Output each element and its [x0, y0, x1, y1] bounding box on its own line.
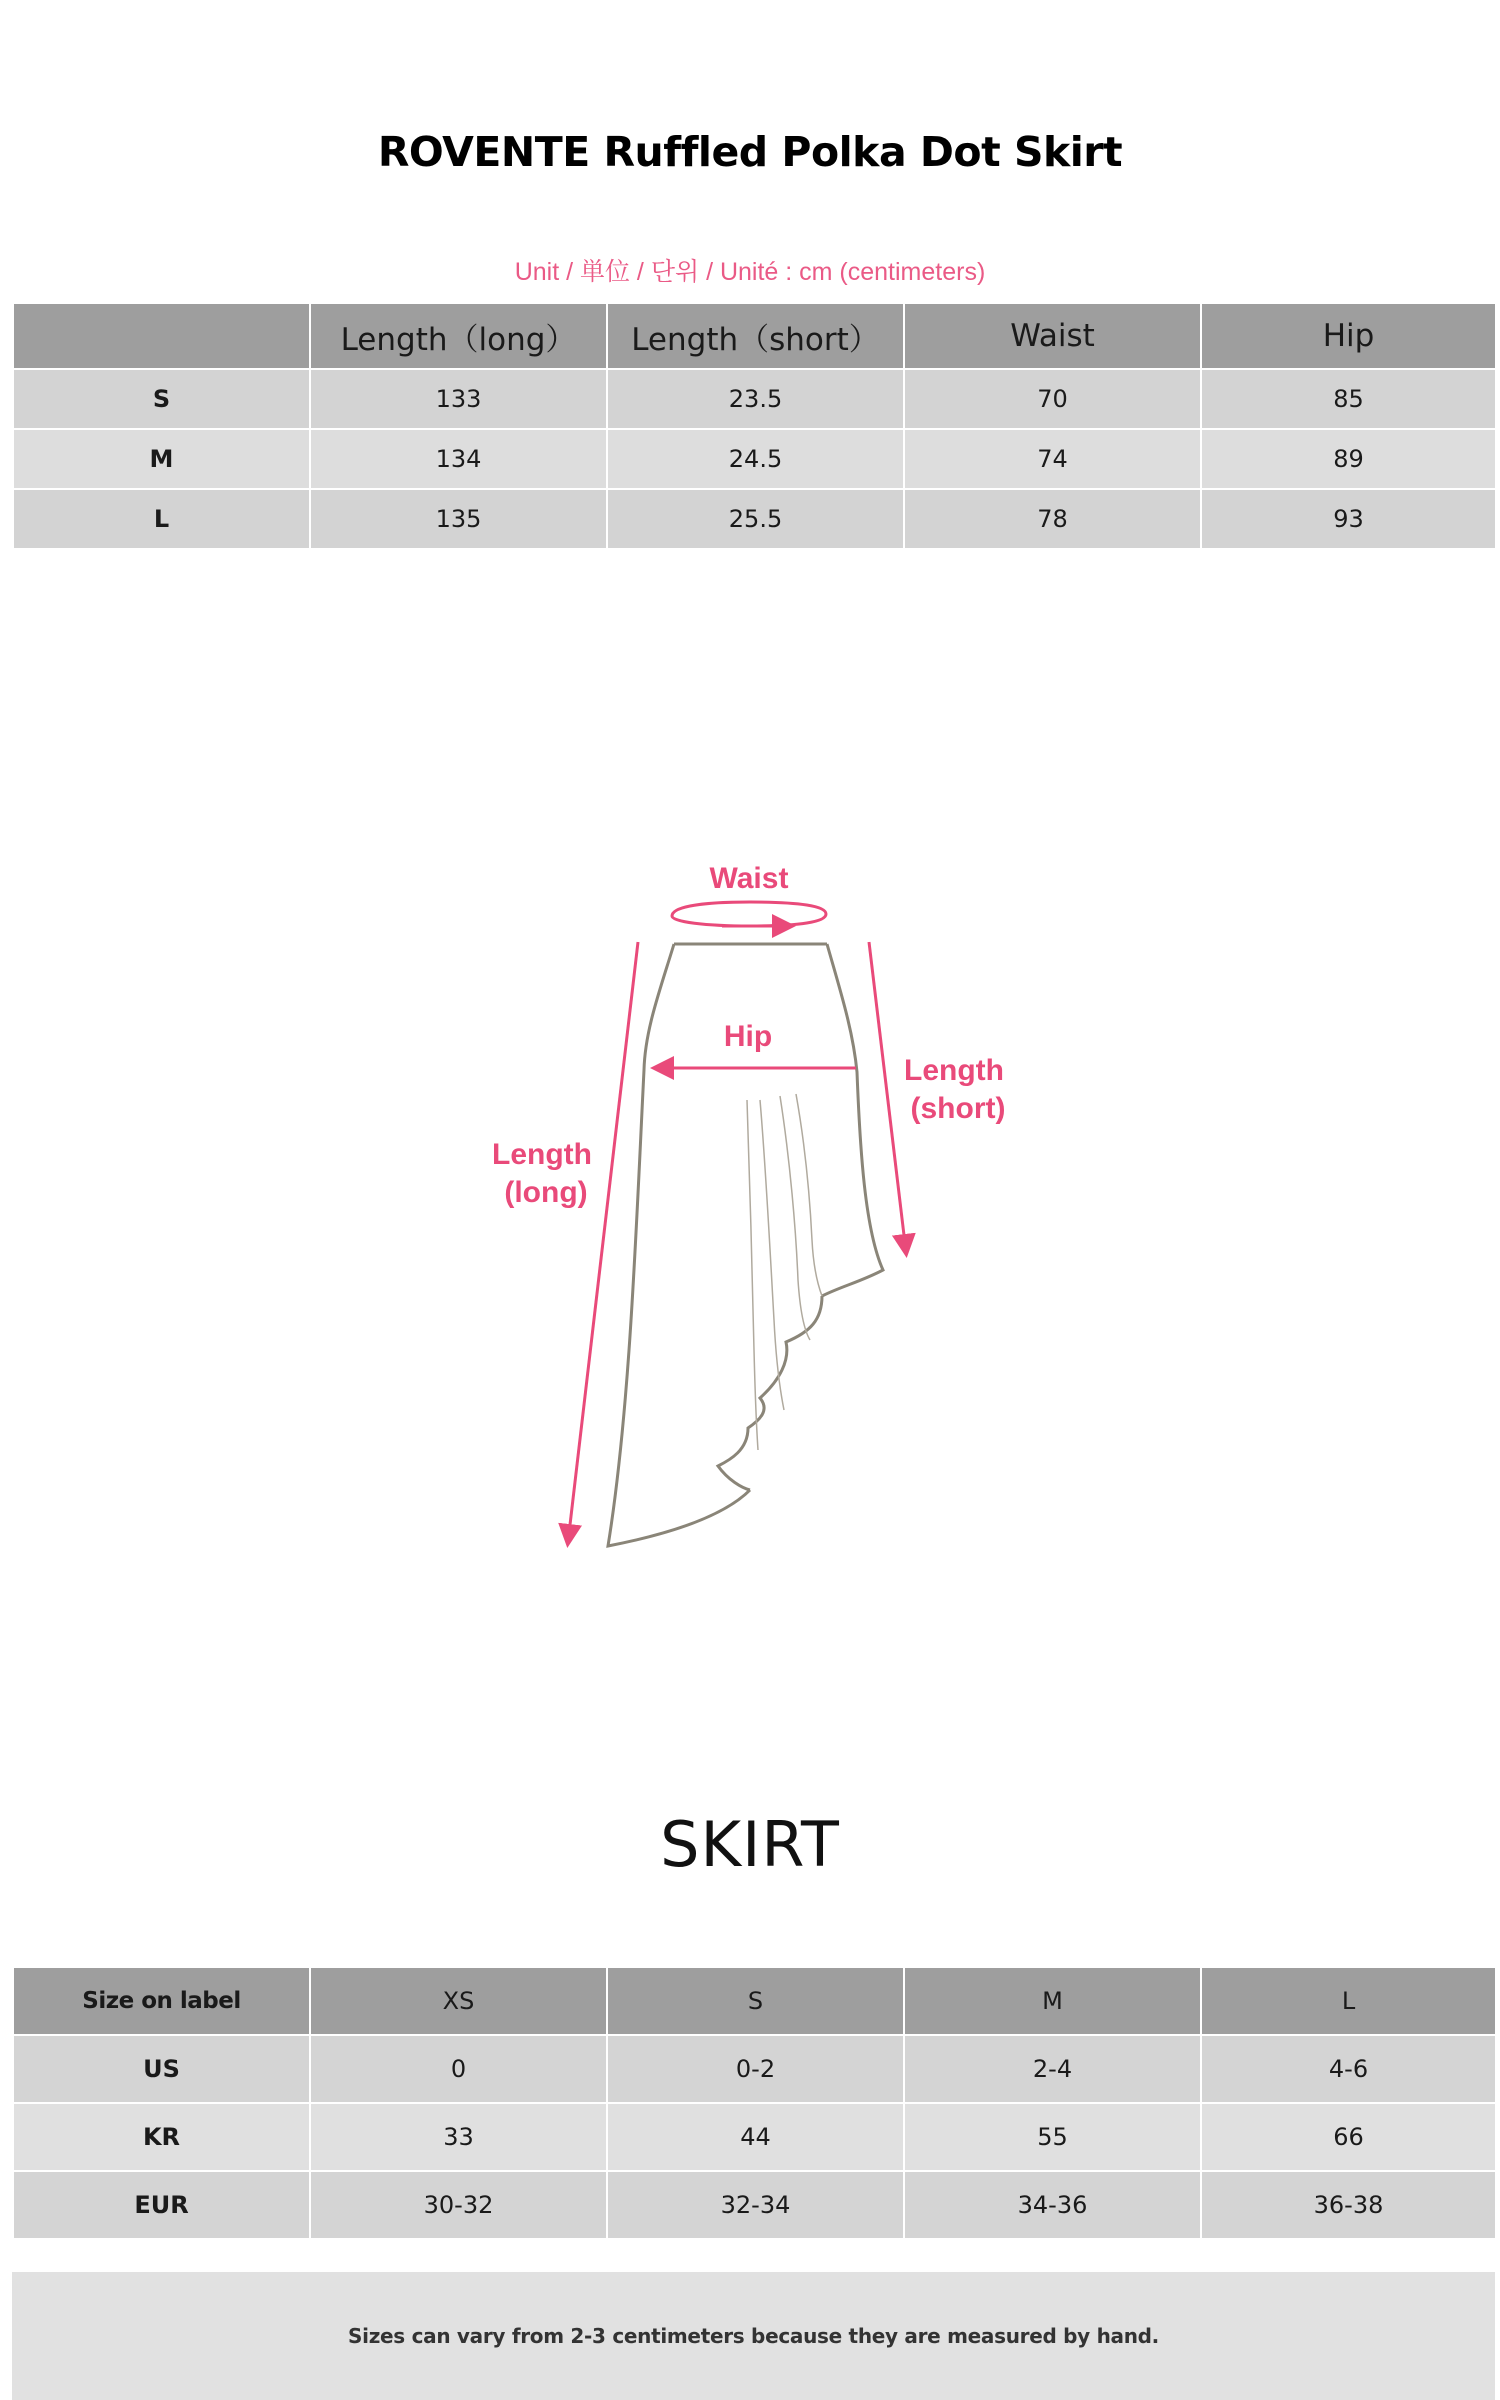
length-short-label-line1: Length — [904, 1054, 1004, 1087]
table-row — [13, 2035, 1496, 2103]
cell-waist: 78 — [904, 489, 1201, 549]
header-cell-m: M — [904, 1967, 1201, 2035]
length-short-arrow — [869, 942, 906, 1252]
cell-l: 4-6 — [1201, 2035, 1496, 2103]
header-cell-hip: Hip — [1201, 303, 1496, 369]
cell-length-short: 24.5 — [607, 429, 904, 489]
row-size-label: M — [13, 429, 310, 489]
row-region-label: EUR — [13, 2171, 310, 2239]
cell-m: 2-4 — [904, 2035, 1201, 2103]
header-cell-s: S — [607, 1967, 904, 2035]
cell-m: 55 — [904, 2103, 1201, 2171]
length-long-label-line1: Length — [492, 1138, 592, 1171]
table-header-row — [13, 1967, 1496, 2035]
length-long-arrow — [568, 942, 638, 1542]
row-size-label: L — [13, 489, 310, 549]
header-cell-blank — [13, 303, 310, 369]
cell-l: 36-38 — [1201, 2171, 1496, 2239]
cell-m: 34-36 — [904, 2171, 1201, 2239]
row-region-label: US — [13, 2035, 310, 2103]
table-row — [13, 2103, 1496, 2171]
waist-label: Waist — [709, 862, 789, 895]
header-cell-xs: XS — [310, 1967, 607, 2035]
cell-length-long: 135 — [310, 489, 607, 549]
cell-xs: 33 — [310, 2103, 607, 2171]
measurement-diagram — [460, 850, 1040, 1570]
measurement-footnote: Sizes can vary from 2-3 centimeters because they are measured by hand. — [12, 2272, 1495, 2400]
header-cell-size-on-label: Size on label — [13, 1967, 310, 2035]
row-size-label: S — [13, 369, 310, 429]
cell-s: 44 — [607, 2103, 904, 2171]
page-title: ROVENTE Ruffled Polka Dot Skirt — [377, 128, 1123, 176]
cell-s: 32-34 — [607, 2171, 904, 2239]
table-row — [13, 369, 1496, 429]
cell-length-short: 23.5 — [607, 369, 904, 429]
table-header-row — [13, 303, 1496, 369]
cell-hip: 89 — [1201, 429, 1496, 489]
cell-length-long: 133 — [310, 369, 607, 429]
size-measurement-table — [12, 302, 1497, 550]
header-cell-l: L — [1201, 1967, 1496, 2035]
cell-s: 0-2 — [607, 2035, 904, 2103]
row-region-label: KR — [13, 2103, 310, 2171]
cell-waist: 70 — [904, 369, 1201, 429]
length-long-label-line2: (long) — [504, 1176, 588, 1209]
table-row — [13, 2171, 1496, 2239]
cell-hip: 93 — [1201, 489, 1496, 549]
header-cell-length-long: Length（long） — [310, 303, 607, 369]
cell-l: 66 — [1201, 2103, 1496, 2171]
waist-arrow — [672, 902, 826, 926]
table-row — [13, 489, 1496, 549]
cell-waist: 74 — [904, 429, 1201, 489]
size-conversion-table — [12, 1966, 1497, 2240]
hip-label: Hip — [723, 1020, 773, 1053]
conversion-heading: SKIRT — [660, 1808, 840, 1881]
cell-length-short: 25.5 — [607, 489, 904, 549]
cell-hip: 85 — [1201, 369, 1496, 429]
table-row — [13, 429, 1496, 489]
length-short-label-line2: (short) — [910, 1092, 1006, 1125]
header-cell-length-short: Length（short） — [607, 303, 904, 369]
unit-note: Unit / 単位 / 단위 / Unité : cm (centimeters) — [514, 258, 986, 286]
cell-xs: 0 — [310, 2035, 607, 2103]
cell-length-long: 134 — [310, 429, 607, 489]
header-cell-waist: Waist — [904, 303, 1201, 369]
cell-xs: 30-32 — [310, 2171, 607, 2239]
